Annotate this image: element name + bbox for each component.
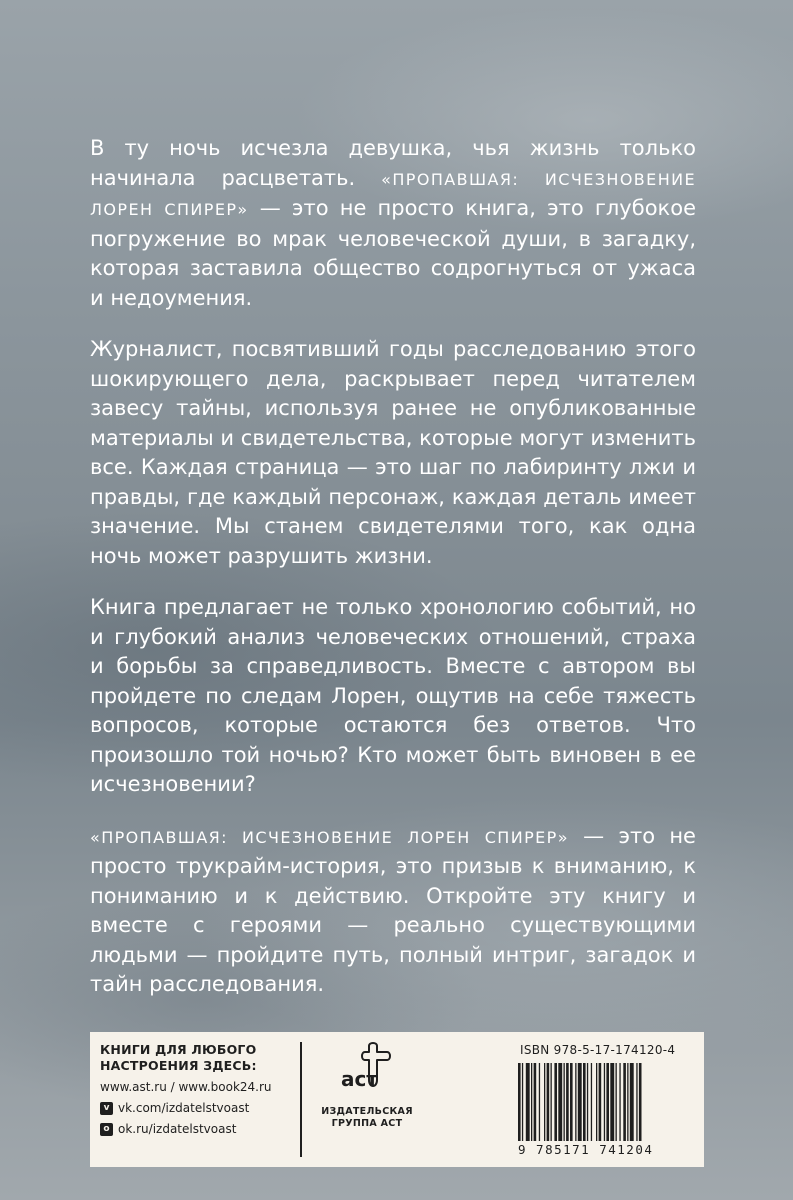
promo-vk	[100, 1098, 290, 1119]
book-title-caps: «ПРОПАВШАЯ: ИСЧЕЗНОВЕНИЕ ЛОРЕН СПИРЕР»	[90, 827, 569, 847]
blurb-p4-rest: — это не просто трукрайм-история, это призыв к вниманию, к пониманию и к действию. Откройте эту книгу и вместе с героями — реально существующими людьми — пройдите путь, полный интриг, загадок и тайн расследования.	[90, 823, 696, 996]
back-cover-blurb	[90, 134, 696, 1022]
promo-ok	[100, 1119, 290, 1140]
publisher-name	[321, 1106, 413, 1130]
barcode-icon	[518, 1063, 684, 1141]
panel-divider	[300, 1042, 302, 1157]
blurb-paragraph-3: Книга предлагает не только хронологию событий, но и глубокий анализ человеческих отношений, страха и борьбы за справедливость. Вместе с автором вы пройдете по следам Лорен, ощутив на себе тяжесть вопросов, которые остаются без ответов. Что произошло той ночью? Кто может быть виновен в ее исчезновении?	[90, 595, 696, 796]
isbn-number: ISBN 978-5-17-174120-4	[520, 1043, 676, 1057]
isbn-block	[518, 1032, 704, 1167]
blurb-paragraph-4	[90, 822, 696, 1000]
publisher-panel	[90, 1032, 704, 1167]
promo-block	[90, 1032, 290, 1167]
publisher-logo-block	[312, 1032, 422, 1167]
promo-title-line-2: НАСТРОЕНИЯ ЗДЕСЬ:	[100, 1058, 257, 1073]
ok-icon: o	[100, 1123, 113, 1136]
promo-title-line-1: КНИГИ ДЛЯ ЛЮБОГО	[100, 1042, 257, 1057]
ast-logo-icon	[335, 1040, 399, 1102]
publisher-line-1: ИЗДАТЕЛЬСКАЯ	[321, 1106, 413, 1117]
logo-text: аст	[341, 1067, 378, 1091]
blurb-paragraph-2: Журналист, посвятивший годы расследованию этого шокирующего дела, раскрывает перед читателем завесу тайны, используя ранее не опубликованные материалы и свидетельства, которые могут изменить все. Каждая страница — это шаг по лабиринту лжи и правды, где каждый персонаж, каждая деталь имеет значение. Мы станем свидетелями того, как одна ночь может разрушить жизни.	[90, 337, 696, 568]
blurb-lead: В ту ночь исчезла девушка, чья жизнь только начинала расцветать.	[90, 136, 696, 190]
vk-icon: v	[100, 1102, 113, 1115]
blurb-p1-rest: — это не просто книга, это глубокое погружение во мрак человеческой души, в загадку, которая заставила общество содрогнуться от ужаса и недоумения.	[90, 196, 696, 310]
ok-link: ok.ru/izdatelstvoast	[118, 1122, 237, 1136]
publisher-line-2: ГРУППА АСТ	[331, 1118, 403, 1129]
promo-websites: www.ast.ru / www.book24.ru	[100, 1080, 272, 1094]
barcode-digits: 9 785171 741204	[518, 1142, 654, 1157]
book-title-caps: «ПРОПАВШАЯ: ИСЧЕЗНОВЕНИЕ ЛОРЕН СПИРЕР»	[90, 169, 697, 219]
vk-link: vk.com/izdatelstvoast	[118, 1101, 250, 1115]
blurb-paragraph-1	[90, 134, 696, 313]
